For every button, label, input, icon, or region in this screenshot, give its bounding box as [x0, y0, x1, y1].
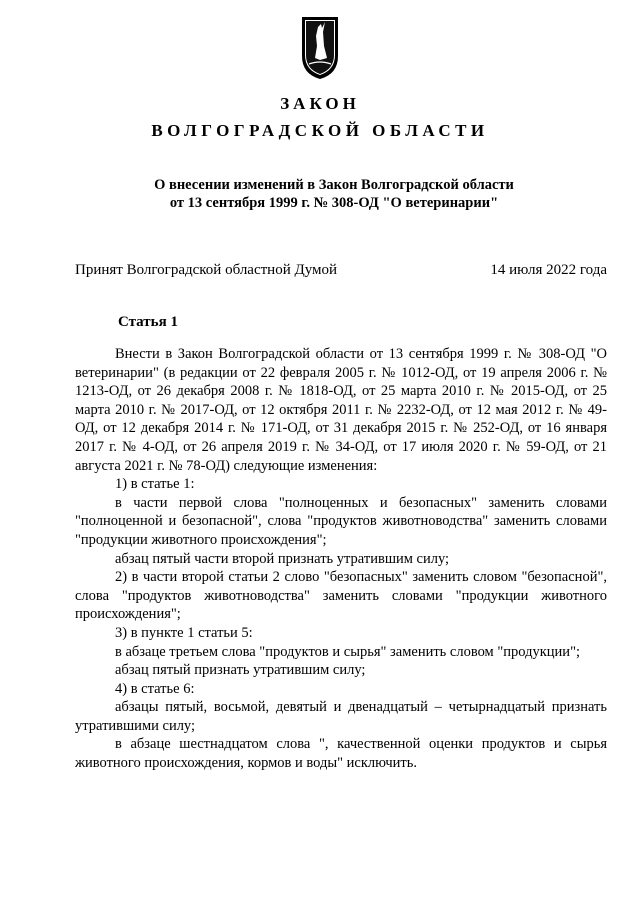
- article-paragraph: Внести в Закон Волгоградской области от 13 сентября 1999 г. № 308-ОД "О ветеринарии" (в редакции от 22 февраля 2005 г. № 1012-ОД, от 19 апреля 2006 г. № 1213-ОД, от 26 декабря 2008 г. № 1818-ОД, от 25 марта 2010 г. № 2015-ОД, от 25 марта 2010 г. № 2017-ОД, от 12 октября 2011 г. № 2232-ОД, от 12 мая 2012 г. № 49-ОД, от 12 декабря 2014 г. № 171-ОД, от 31 декабря 2015 г. № 252-ОД, от 16 января 2017 г. № 4-ОД, от 26 апреля 2019 г. № 34-ОД, от 17 июля 2020 г. № 59-ОД, от 21 августа 2021 г. № 78-ОД) следующие изменения:: [75, 346, 607, 474]
- article-paragraph: 1) в статье 1:: [115, 476, 195, 493]
- document-title: ЗАКОН: [280, 94, 360, 113]
- article-paragraph: в части первой слова "полноценных и безопасных" заменить словами "полноценной и безопасной", слова "продуктов животноводства" заменить словами "продукции животного происхождения";: [75, 494, 607, 548]
- document-region-title: ВОЛГОГРАДСКОЙ ОБЛАСТИ: [151, 121, 489, 140]
- article-body: [75, 345, 607, 773]
- article-heading: Статья 1: [118, 314, 178, 330]
- article-paragraph: 4) в статье 6:: [115, 680, 195, 697]
- article-paragraph: в абзаце шестнадцатом слова ", качественной оценки продуктов и сырья животного происхождения, кормов и воды" исключить.: [75, 736, 607, 772]
- article-paragraph: абзацы пятый, восьмой, девятый и двенадцатый – четырнадцатый признать утратившими силу;: [75, 699, 607, 734]
- adoption-date: 14 июля 2022 года: [490, 262, 607, 278]
- adopted-by: Принят Волгоградской областной Думой: [75, 262, 338, 278]
- law-subject-line2: от 13 сентября 1999 г. № 308-ОД "О ветеринарии": [169, 195, 499, 211]
- law-subject-line1: О внесении изменений в Закон Волгоградской области: [154, 177, 514, 193]
- article-paragraph: 3) в пункте 1 статьи 5:: [115, 624, 253, 641]
- article-paragraph: 2) в части второй статьи 2 слово "безопасных" заменить словом "безопасной", слова "продуктов животноводства" заменить словами "продукции животного происхождения";: [75, 569, 607, 623]
- coat-of-arms-icon: [301, 16, 339, 80]
- article-paragraph: абзац пятый признать утратившим силу;: [115, 662, 366, 679]
- article-paragraph: в абзаце третьем слова "продуктов и сырья" заменить словом "продукции";: [115, 643, 581, 660]
- article-paragraph: абзац пятый части второй признать утратившим силу;: [115, 550, 450, 567]
